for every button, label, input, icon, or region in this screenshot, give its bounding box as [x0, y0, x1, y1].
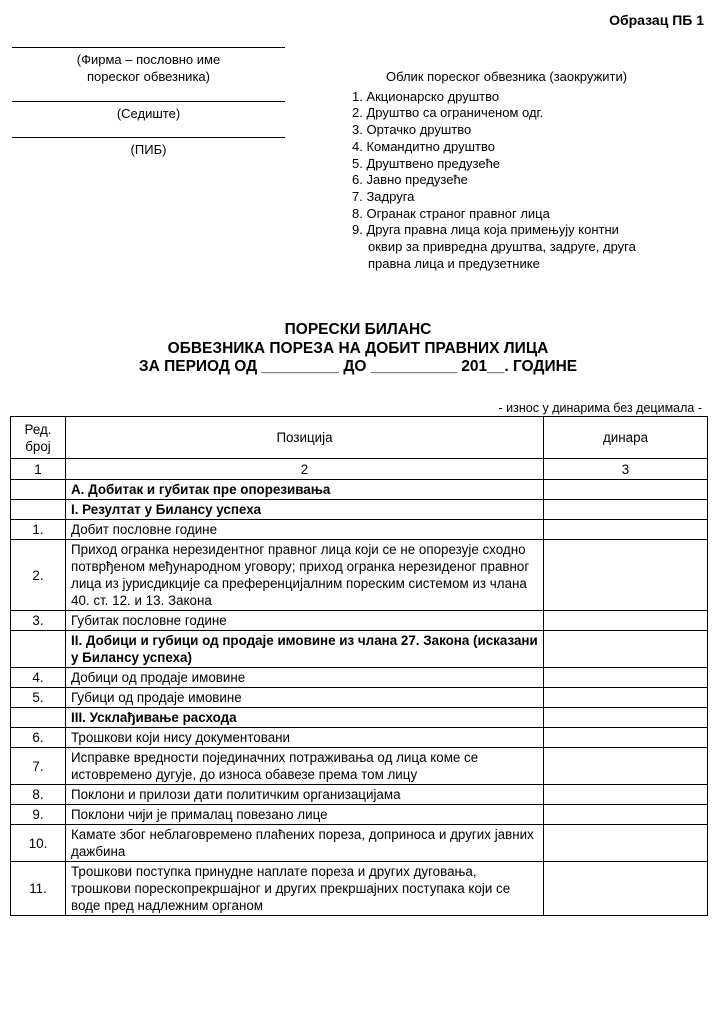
row-number: 8. [11, 785, 66, 805]
amount-cell[interactable] [544, 480, 708, 500]
position-text: Камате због неблаговремено плаћених пореза, доприноса и других јавних дажбина [66, 825, 544, 862]
table-row [11, 748, 708, 785]
position-text: Исправке вредности појединачних потраживања од лица коме се истовремено дугује, до износа обавезе према том лицу [66, 748, 544, 785]
taxpayer-type-heading: Облик пореског обвезника (заокружити) [386, 69, 628, 84]
document-title [0, 321, 716, 377]
amount-note: - износ у динарима без децимала - [498, 401, 702, 415]
position-text: Губици од продаје имовине [66, 688, 544, 708]
amount-cell[interactable] [544, 540, 708, 611]
row-number: 2. [11, 540, 66, 611]
taxpayer-type-item[interactable]: 3. Ортачко друштво [352, 122, 472, 138]
amount-cell[interactable] [544, 748, 708, 785]
row-number: 11. [11, 862, 66, 916]
table-row [11, 862, 708, 916]
amount-cell[interactable] [544, 520, 708, 540]
taxpayer-type-item[interactable]: 5. Друштвено предузеће [352, 155, 501, 171]
table-row [11, 708, 708, 728]
amount-cell[interactable] [544, 825, 708, 862]
header-position: Позиција [66, 417, 544, 459]
tax-balance-table [10, 416, 708, 916]
table-row [11, 611, 708, 631]
amount-cell[interactable] [544, 668, 708, 688]
firm-name-line[interactable] [12, 47, 285, 48]
row-number: 10. [11, 825, 66, 862]
amount-cell[interactable] [544, 862, 708, 916]
position-text: Поклони чији је прималац повезано лице [66, 805, 544, 825]
taxpayer-type-item[interactable]: 6. Јавно предузеће [352, 172, 468, 188]
row-number: 3. [11, 611, 66, 631]
amount-cell[interactable] [544, 631, 708, 668]
position-text: Трошкови који нису документовани [66, 728, 544, 748]
section-heading: II. Добици и губици од продаје имовине из члана 27. Закона (исказани у Билансу успеха) [66, 631, 544, 668]
taxpayer-type-item[interactable]: 9. Друга правна лица која примењују контни [352, 222, 619, 238]
taxpayer-type-item[interactable]: 7. Задруга [352, 188, 415, 204]
header-dinars: динара [544, 417, 708, 459]
amount-cell[interactable] [544, 708, 708, 728]
row-number: 1. [11, 520, 66, 540]
seat-caption: (Седиште) [116, 106, 181, 121]
section-heading: А. Добитак и губитак пре опорезивања [66, 480, 544, 500]
amount-cell[interactable] [544, 611, 708, 631]
row-number: 5. [11, 688, 66, 708]
taxpayer-type-item[interactable]: 2. Друштво са ограниченом одг. [352, 105, 544, 121]
taxpayer-type-item9-cont: правна лица и предузетнике [368, 255, 540, 271]
form-code: Образац ПБ 1 [609, 12, 704, 28]
row-number: 7. [11, 748, 66, 785]
table-row [11, 688, 708, 708]
row-number [11, 500, 66, 520]
row-number: 4. [11, 668, 66, 688]
table-row [11, 520, 708, 540]
col-number: 2 [66, 459, 544, 480]
amount-cell[interactable] [544, 785, 708, 805]
col-number: 1 [11, 459, 66, 480]
amount-cell[interactable] [544, 688, 708, 708]
row-number: 6. [11, 728, 66, 748]
title-line1: ПОРЕСКИ БИЛАНС [284, 321, 432, 338]
table-row [11, 631, 708, 668]
seat-line[interactable] [12, 101, 285, 102]
table-row [11, 500, 708, 520]
section-heading: I. Резултат у Билансу успеха [66, 500, 544, 520]
position-text: Трошкови поступка принудне наплате пореза и других дуговања, трошкови порескопрекршајног и других прекршајних поступака који се воде пред надлежним органом [66, 862, 544, 916]
amount-cell[interactable] [544, 728, 708, 748]
title-line2: ОБВЕЗНИКА ПОРЕЗА НА ДОБИТ ПРАВНИХ ЛИЦА [167, 339, 549, 357]
table-row [11, 480, 708, 500]
table-row [11, 668, 708, 688]
table-row [11, 728, 708, 748]
row-number [11, 631, 66, 668]
row-number [11, 480, 66, 500]
header-row-number: Ред. број [11, 417, 66, 459]
row-number [11, 708, 66, 728]
position-text: Добици од продаје имовине [66, 668, 544, 688]
table-row [11, 540, 708, 611]
row-number: 9. [11, 805, 66, 825]
position-text: Поклони и прилози дати политичким организацијама [66, 785, 544, 805]
taxpayer-type-item[interactable]: 1. Акционарско друштво [352, 88, 500, 104]
amount-cell[interactable] [544, 500, 708, 520]
table-row [11, 785, 708, 805]
amount-cell[interactable] [544, 805, 708, 825]
table-row [11, 805, 708, 825]
taxpayer-type-item9-cont: оквир за привредна друштва, задруге, друга [368, 239, 636, 255]
pib-caption: (ПИБ) [130, 142, 167, 157]
position-text: Губитак пословне године [66, 611, 544, 631]
firm-caption-line2: пореског обвезника) [87, 69, 210, 84]
position-text: Приход огранка нерезидентног правног лица који се не опорезује сходно потврђеном међународном уговору; приход огранка нерезиденог правног лица из јурисдикције са преференцијалним пореским системом из члана 40. ст. 12. и 13. Закона [66, 540, 544, 611]
pib-line[interactable] [12, 137, 285, 138]
firm-name-caption [12, 51, 285, 85]
taxpayer-type-list [352, 69, 636, 272]
table-row [11, 825, 708, 862]
position-text: Добит пословне године [66, 520, 544, 540]
col-number: 3 [544, 459, 708, 480]
firm-caption-line1: (Фирма – пословно име [76, 52, 221, 67]
taxpayer-type-item[interactable]: 4. Командитно друштво [352, 138, 495, 154]
section-heading: III. Усклађивање расхода [66, 708, 544, 728]
title-period-line: ЗА ПЕРИОД ОД _________ ДО __________ 201__. ГОДИНЕ [138, 358, 578, 375]
taxpayer-type-item[interactable]: 8. Огранак страног правног лица [352, 205, 550, 221]
